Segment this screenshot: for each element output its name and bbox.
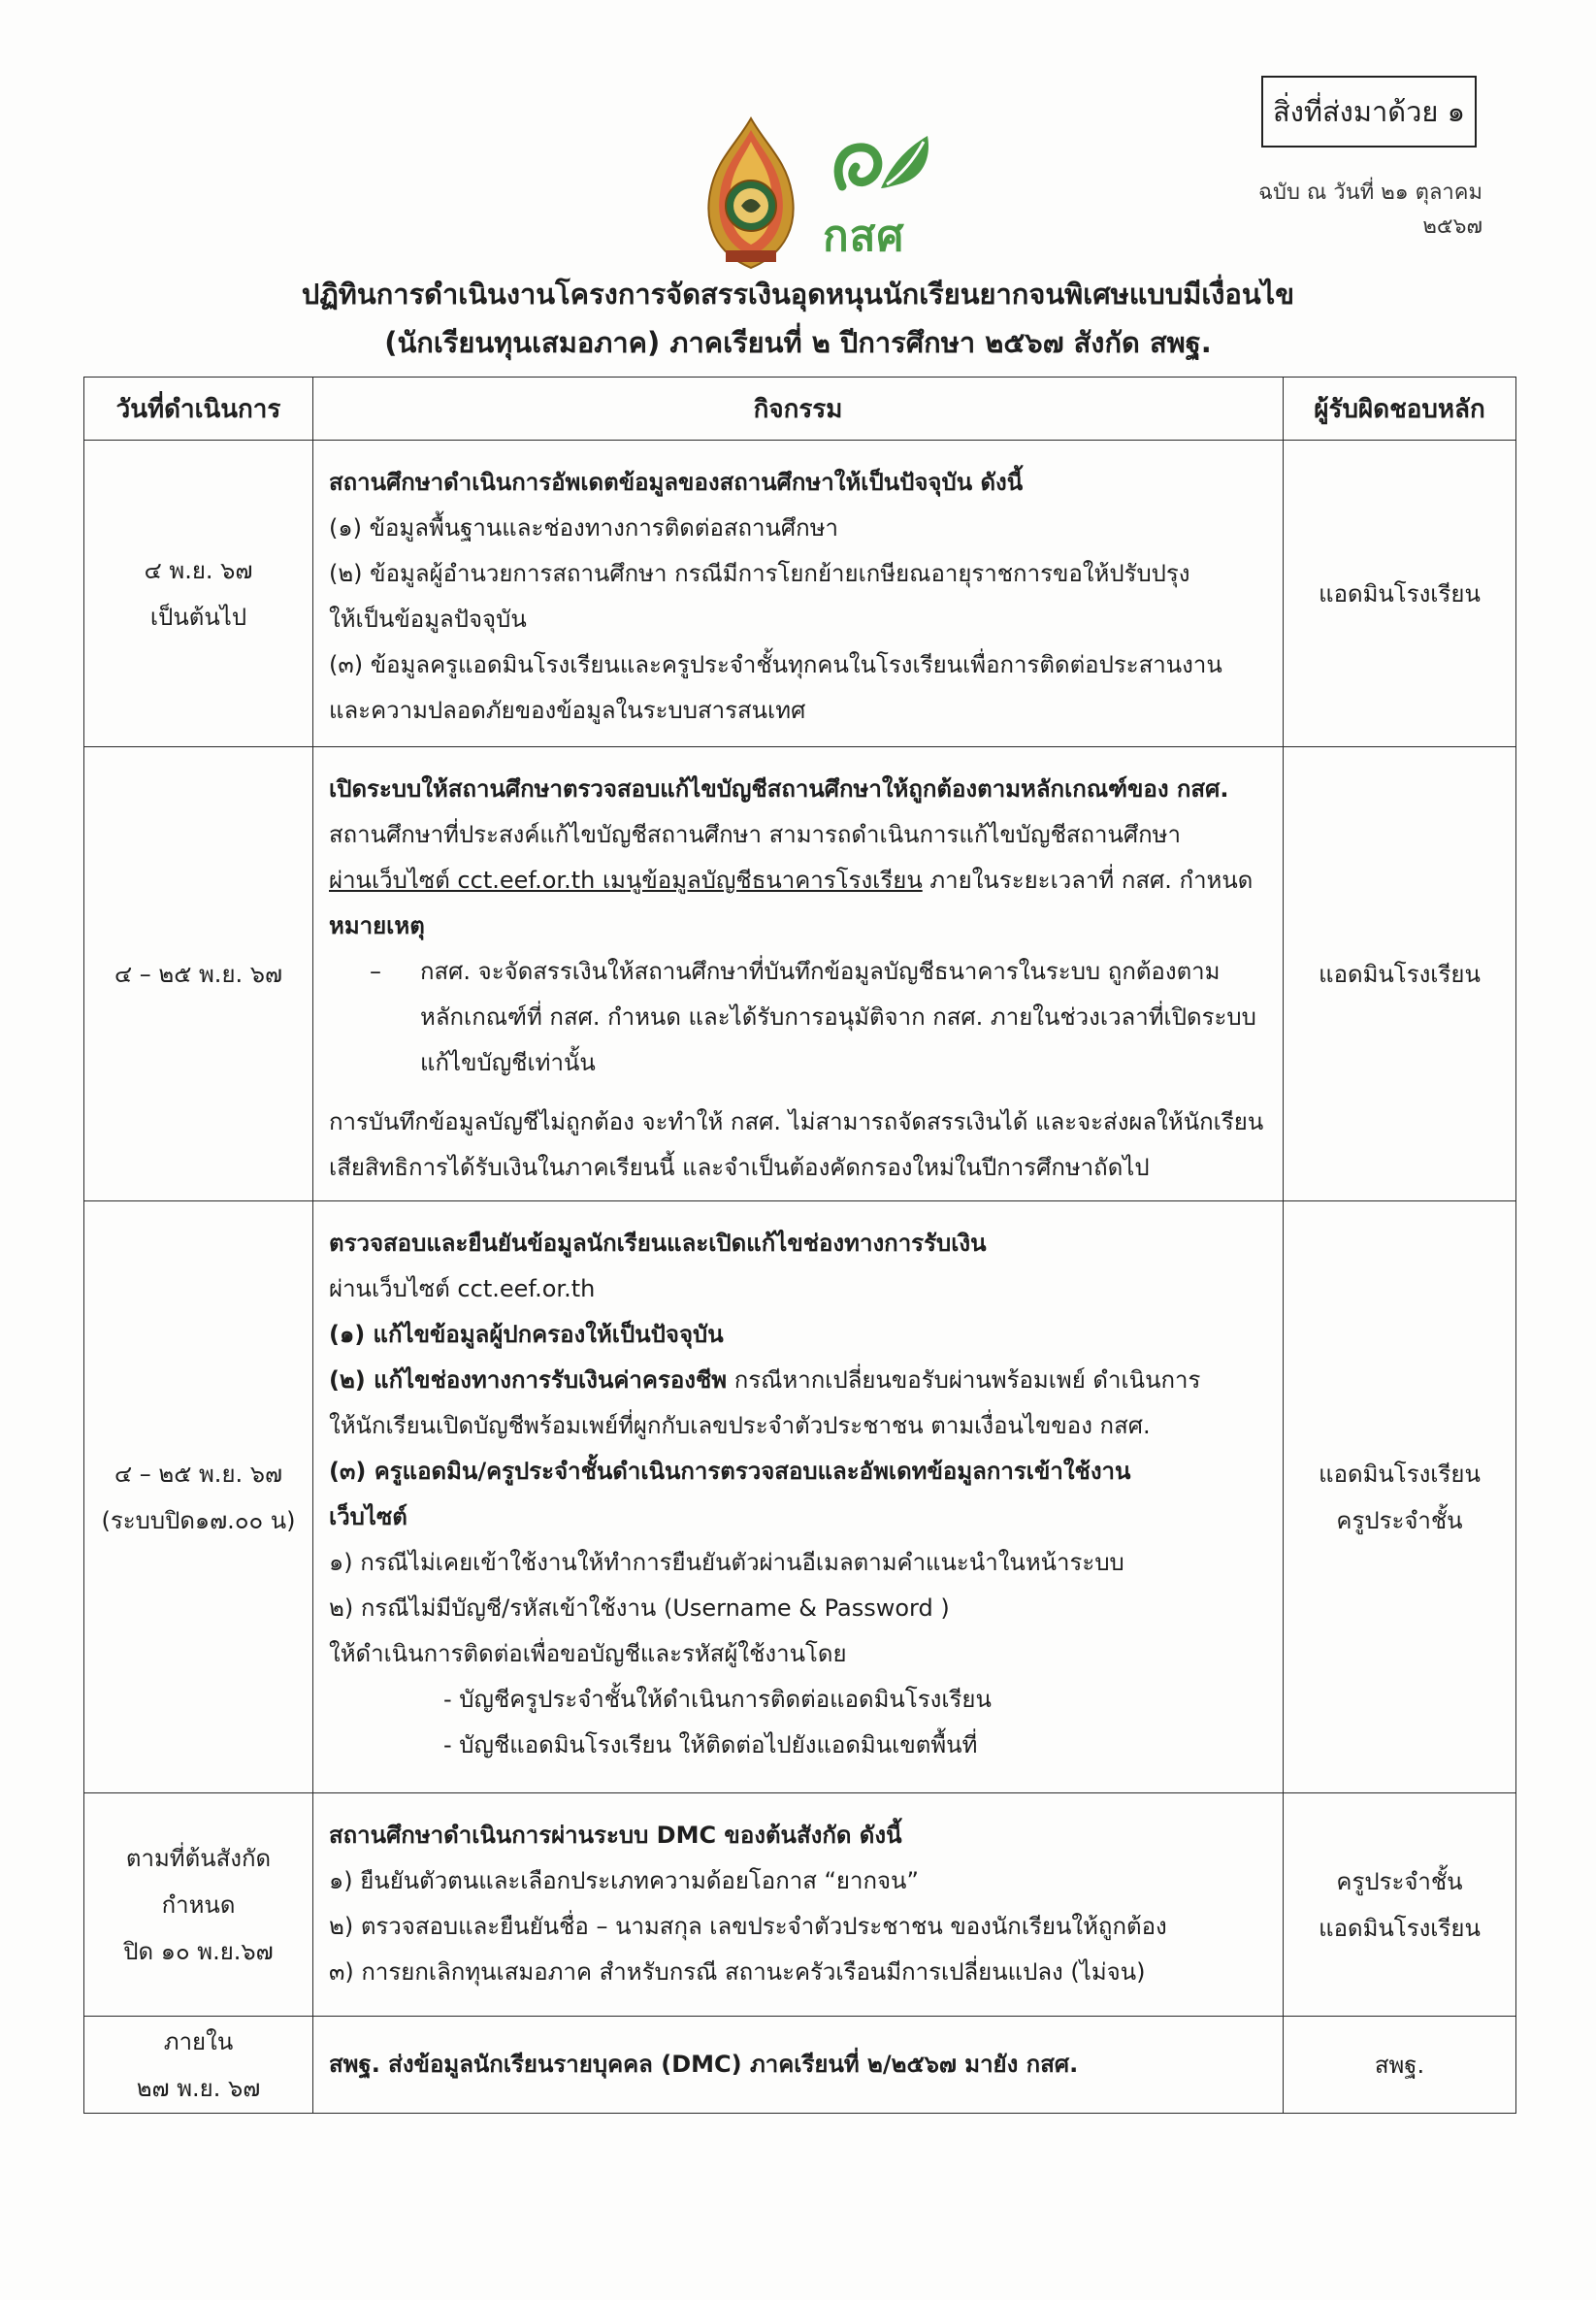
header-date: วันที่ดำเนินการ [84,378,313,441]
activity-line: สถานศึกษาที่ประสงค์แก้ไขบัญชีสถานศึกษา สามารถดำเนินการแก้ไขบัญชีสถานศึกษา [329,821,1181,848]
activity-heading: ตรวจสอบและยืนยันข้อมูลนักเรียนและเปิดแก้ไขช่องทางการรับเงิน [329,1230,987,1257]
activity-line [329,858,1269,904]
activity-heading: สถานศึกษาดำเนินการผ่านระบบ DMC ของต้นสังกัด ดังนี้ [329,1822,902,1849]
document-title-line2: (นักเรียนทุนเสมอภาค) ภาคเรียนที่ ๒ ปีการศึกษา ๒๕๖๗ สังกัด สพฐ. [384,326,1212,359]
responsible-line: ครูประจำชั้น [1336,1867,1463,1895]
activity-heading: เปิดระบบให้สถานศึกษาตรวจสอบแก้ไขบัญชีสถานศึกษาให้ถูกต้องตามหลักเกณฑ์ของ กสศ. [329,775,1229,803]
eef-leaf-icon [823,128,949,206]
activity-subitem: - บัญชีครูประจำชั้นให้ดำเนินการติดต่อแอดมินโรงเรียน [443,1686,992,1713]
row-activity [313,1201,1284,1793]
activity-line: ๑) ยืนยันตัวตนและเลือกประเภทความด้อยโอกาส “ยากจน” [329,1867,919,1894]
table-row [84,1201,1516,1793]
activity-line: ๒) กรณีไม่มีบัญชี/รหัสเข้าใช้งาน (Username & Password ) [329,1594,950,1622]
responsible-line: ครูประจำชั้น [1336,1506,1463,1534]
table-row [84,2017,1516,2114]
row-responsible [1284,441,1516,747]
date-line: ภายใน [163,2027,234,2055]
row-activity [313,747,1284,1201]
row-responsible [1284,1793,1516,2017]
activity-line: ๓) การยกเลิกทุนเสมอภาค สำหรับกรณี สถานะครัวเรือนมีการเปลี่ยนแปลง (ไม่จน) [329,1958,1146,1986]
row-responsible [1284,2017,1516,2114]
row-date [84,1201,313,1793]
activity-line: (๒) ข้อมูลผู้อำนวยการสถานศึกษา กรณีมีการโยกย้ายเกษียณอายุราชการขอให้ปรับปรุง [329,560,1190,587]
note-line: แก้ไขบัญชีเท่านั้น [420,1049,596,1076]
table-row [84,441,1516,747]
row-responsible [1284,747,1516,1201]
header-activity: กิจกรรม [313,378,1284,441]
activity-line: ๑) กรณีไม่เคยเข้าใช้งานให้ทำการยืนยันตัวผ่านอีเมลตามคำแนะนำในหน้าระบบ [329,1549,1124,1576]
activity-line-tail: ภายในระยะเวลาที่ กสศ. กำหนด [922,867,1254,894]
activity-line: เสียสิทธิการได้รับเงินในภาคเรียนนี้ และจำเป็นต้องคัดกรองใหม่ในปีการศึกษาถัดไป [329,1154,1150,1181]
activity-subheading: (๑) แก้ไขข้อมูลผู้ปกครองให้เป็นปัจจุบัน [329,1321,724,1348]
date-line: กำหนด [161,1890,236,1919]
ministry-emblem-logo [697,116,805,270]
row-date [84,441,313,747]
date-line: ๔ – ๒๕ พ.ย. ๖๗ [114,960,283,988]
note-heading: หมายเหตุ [329,912,425,939]
date-line: ตามที่ต้นสังกัด [125,1844,272,1872]
website-menu-link-text: ผ่านเว็บไซต์ cct.eef.or.th เมนูข้อมูลบัญชีธนาคารโรงเรียน [329,867,923,894]
date-line: ๒๗ พ.ย. ๖๗ [136,2074,261,2102]
version-date: ฉบับ ณ วันที่ ๒๑ ตุลาคม ๒๕๖๗ [1258,181,1482,239]
responsible-line: สพฐ. [1374,2051,1425,2079]
activity-line: ให้เป็นข้อมูลปัจจุบัน [329,606,527,633]
activity-subheading: (๒) แก้ไขช่องทางการรับเงินค่าครองชีพ [329,1366,728,1394]
date-line: (ระบบปิด๑๗.๐๐ น) [101,1506,296,1534]
row-date [84,747,313,1201]
note-bullet [329,949,1269,1086]
responsible-line: แอดมินโรงเรียน [1319,1914,1481,1942]
table-row [84,1793,1516,2017]
row-date [84,2017,313,2114]
activity-heading: สพฐ. ส่งข้อมูลนักเรียนรายบุคคล (DMC) ภาคเรียนที่ ๒/๒๕๖๗ มายัง กสศ. [329,2051,1079,2078]
activity-line: การบันทึกข้อมูลบัญชีไม่ถูกต้อง จะทำให้ กสศ. ไม่สามารถจัดสรรเงินได้ และจะส่งผลให้นักเรียน [329,1108,1264,1135]
attachment-label-box [1261,76,1477,148]
row-activity [313,2017,1284,2114]
document-title-line1: ปฏิทินการดำเนินงานโครงการจัดสรรเงินอุดหนุนนักเรียนยากจนพิเศษแบบมีเงื่อนไข [301,278,1295,311]
table-row [84,747,1516,1201]
responsible-line: แอดมินโรงเรียน [1319,960,1481,988]
activity-line: ๒) ตรวจสอบและยืนยันชื่อ – นามสกุล เลขประจำตัวประชาชน ของนักเรียนให้ถูกต้อง [329,1913,1167,1940]
schedule-table [83,377,1516,2114]
activity-line [329,1358,1269,1403]
date-line: ปิด ๑๐ พ.ย.๖๗ [123,1937,274,1965]
activity-subitem: - บัญชีแอดมินโรงเรียน ให้ติดต่อไปยังแอดมินเขตพื้นที่ [443,1731,978,1758]
activity-line: ให้ดำเนินการติดต่อเพื่อขอบัญชีและรหัสผู้ใช้งานโดย [329,1640,847,1667]
activity-line: (๓) ข้อมูลครูแอดมินโรงเรียนและครูประจำชั้นทุกคนในโรงเรียนเพื่อการติดต่อประสานงาน [329,651,1222,678]
attachment-label: สิ่งที่ส่งมาด้วย ๑ [1273,95,1465,128]
activity-heading: สถานศึกษาดำเนินการอัพเดตข้อมูลของสถานศึกษาให้เป็นปัจจุบัน ดังนี้ [329,469,1024,496]
eef-logo-text: กสศ [823,212,905,261]
activity-line: ให้นักเรียนเปิดบัญชีพร้อมเพย์ที่ผูกกับเลขประจำตัวประชาชน ตามเงื่อนไขของ กสศ. [329,1412,1151,1439]
eef-logo [823,128,949,261]
date-line: ๔ พ.ย. ๖๗ [144,556,253,584]
row-responsible [1284,1201,1516,1793]
row-activity [313,441,1284,747]
note-line: กสศ. จะจัดสรรเงินให้สถานศึกษาที่บันทึกข้อมูลบัญชีธนาคารในระบบ ถูกต้องตาม [420,958,1221,985]
note-line: หลักเกณฑ์ที่ กสศ. กำหนด และได้รับการอนุมัติจาก กสศ. ภายในช่วงเวลาที่เปิดระบบ [420,1003,1256,1031]
date-line: เป็นต้นไป [149,603,247,631]
table-header-row [84,378,1516,441]
activity-line: และความปลอดภัยของข้อมูลในระบบสารสนเทศ [329,697,806,724]
header-responsible: ผู้รับผิดชอบหลัก [1284,378,1516,441]
bullet-dash: – [370,958,381,985]
activity-line: ผ่านเว็บไซต์ cct.eef.or.th [329,1275,596,1302]
responsible-line: แอดมินโรงเรียน [1319,1460,1481,1488]
responsible-line: แอดมินโรงเรียน [1319,579,1481,608]
row-date [84,1793,313,2017]
row-activity [313,1793,1284,2017]
activity-line-tail: กรณีหากเปลี่ยนขอรับผ่านพร้อมเพย์ ดำเนินการ [727,1366,1201,1394]
activity-subheading: (๓) ครูแอดมิน/ครูประจำชั้นดำเนินการตรวจสอบและอัพเดทข้อมูลการเข้าใช้งาน [329,1458,1131,1485]
date-line: ๔ – ๒๕ พ.ย. ๖๗ [114,1460,283,1488]
activity-line: (๑) ข้อมูลพื้นฐานและช่องทางการติดต่อสถานศึกษา [329,514,838,542]
activity-subheading: เว็บไซต์ [329,1503,407,1530]
